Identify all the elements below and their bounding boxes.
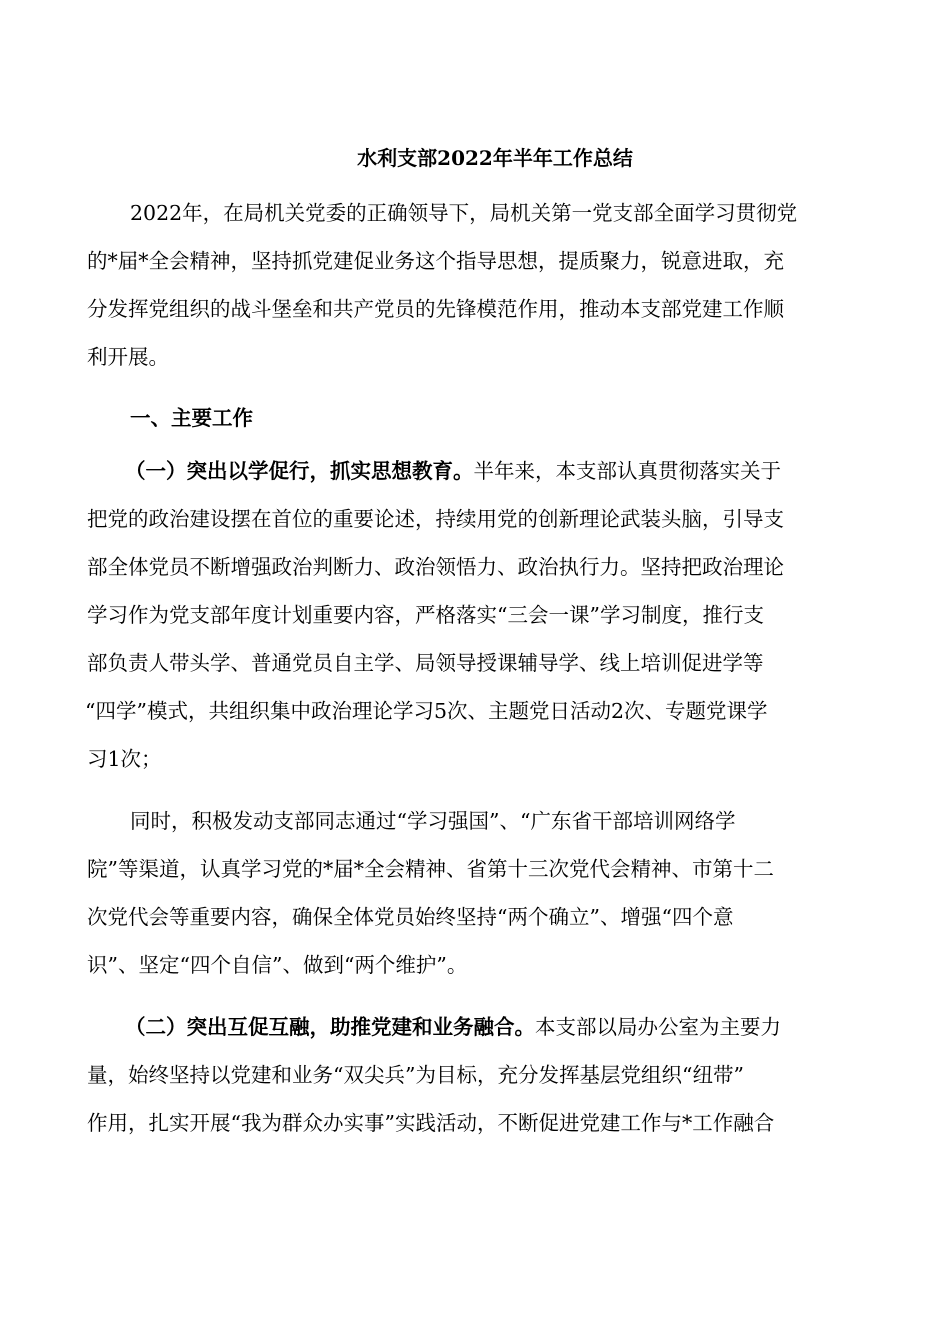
paragraph-line: 的*届*全会精神，坚持抓党建促业务这个指导思想，提质聚力，锐意进取，充 [87, 249, 784, 273]
paragraph-line: 识”、坚定“四个自信”、做到“两个维护”。 [87, 953, 468, 977]
paragraph-line: 同时，积极发动支部同志通过“学习强国”、“广东省干部培训网络学 [130, 809, 736, 833]
paragraph-line: 量，始终坚持以党建和业务“双尖兵”为目标，充分发挥基层党组织“纽带” [87, 1063, 744, 1087]
document-title: 水利支部2022年半年工作总结 [357, 146, 633, 170]
paragraph-line: 利开展。 [87, 345, 169, 369]
paragraph-line: 作用，扎实开展“我为群众办实事”实践活动，不断促进党建工作与*工作融合 [87, 1111, 775, 1135]
paragraph-line: 部负责人带头学、普通党员自主学、局领导授课辅导学、线上培训促进学等 [87, 651, 764, 675]
section-heading: 一、主要工作 [130, 406, 253, 430]
paragraph-line: 部全体党员不断增强政治判断力、政治领悟力、政治执行力。坚持把政治理论 [87, 555, 784, 579]
subsection-heading: （二）突出互促互融，助推党建和业务融合。 [125, 1015, 535, 1039]
paragraph-line: 习1次； [87, 747, 162, 771]
paragraph-line: 院”等渠道，认真学习党的*届*全会精神、省第十三次党代会精神、市第十二 [87, 857, 774, 881]
paragraph-line [125, 456, 781, 486]
paragraph-line: “四学”模式，共组织集中政治理论学习5次、主题党日活动2次、专题党课学 [85, 699, 768, 723]
paragraph-line: 次党代会等重要内容，确保全体党员始终坚持“两个确立”、增强“四个意 [87, 905, 734, 929]
paragraph-line: 分发挥党组织的战斗堡垒和共产党员的先锋模范作用，推动本支部党建工作顺 [87, 297, 784, 321]
paragraph-line: 2022年，在局机关党委的正确领导下，局机关第一党支部全面学习贯彻党 [130, 201, 798, 225]
paragraph-line: 把党的政治建设摆在首位的重要论述，持续用党的创新理论武装头脑，引导支 [87, 507, 784, 531]
subsection-heading: （一）突出以学促行，抓实思想教育。 [125, 459, 474, 483]
paragraph-text: 半年来，本支部认真贯彻落实关于 [473, 459, 781, 483]
paragraph-text: 本支部以局办公室为主要力 [535, 1015, 781, 1039]
paragraph-line: 学习作为党支部年度计划重要内容，严格落实“三会一课”学习制度，推行支 [87, 603, 764, 627]
paragraph-line [125, 1012, 781, 1042]
